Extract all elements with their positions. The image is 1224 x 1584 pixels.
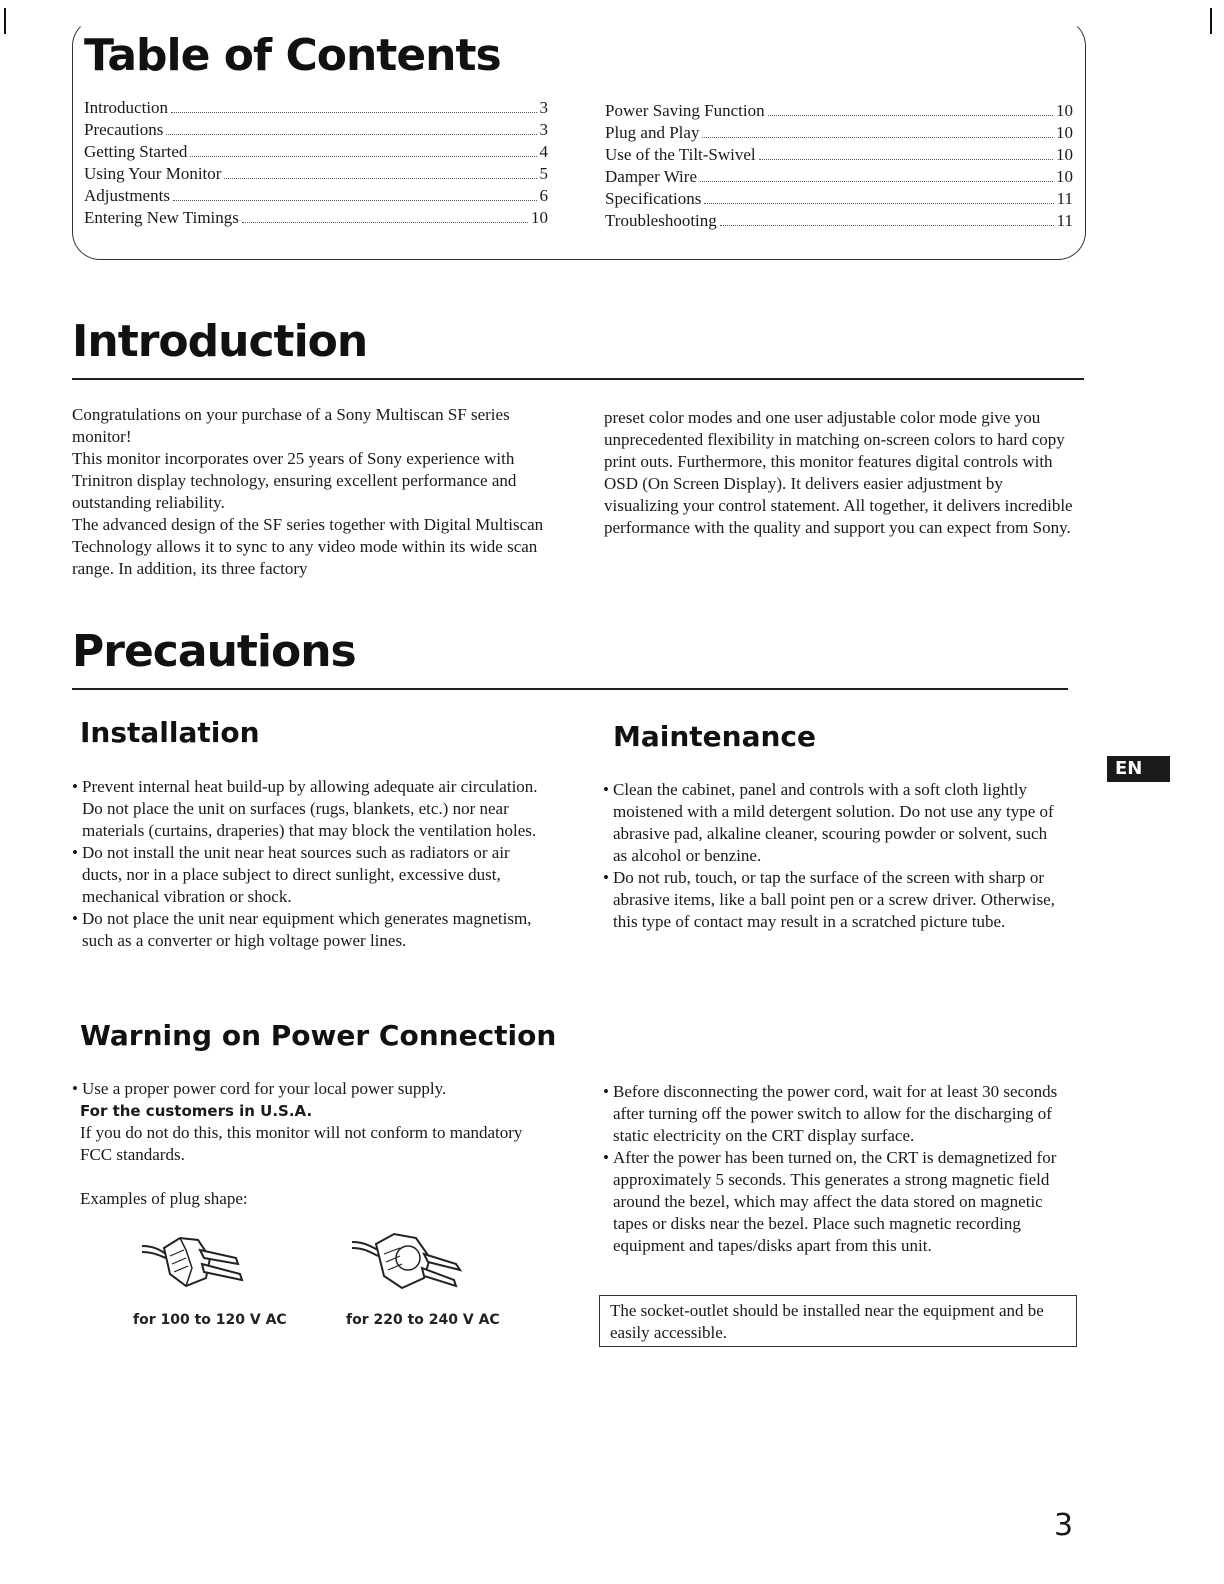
installation-heading: Installation [80, 716, 260, 749]
power-cord-item: • Use a proper power cord for your local power supply. [72, 1078, 542, 1100]
toc-entry-page: 6 [539, 186, 548, 205]
scan-edge-mark-left [4, 8, 6, 34]
introduction-right-text [604, 407, 1080, 539]
toc-leader-dots [224, 164, 536, 179]
introduction-heading: Introduction [72, 316, 368, 367]
toc-entry-label: Plug and Play [605, 123, 700, 142]
toc-leader-dots [166, 120, 536, 135]
maintenance-item: • Do not rub, touch, or tap the surface of the screen with sharp or abrasive items, like a ball point pen or a screw driver. Otherwise, this type of contact may result in a scratched picture tube. [603, 867, 1059, 933]
toc-entry-page: 11 [1056, 189, 1073, 208]
toc-entry-label: Specifications [605, 189, 702, 208]
toc-leader-dots [190, 142, 536, 157]
precautions-heading: Precautions [72, 626, 356, 677]
toc-entry-page: 4 [539, 142, 548, 161]
notice-text: The socket-outlet should be installed near the equipment and be easily accessible. [610, 1301, 1044, 1342]
language-badge: EN [1107, 756, 1170, 782]
power-warning-heading: Warning on Power Connection [80, 1019, 557, 1052]
toc-left-column [84, 97, 548, 229]
toc-entry-page: 3 [539, 98, 548, 117]
installation-list [72, 776, 542, 952]
plug-examples-label: Examples of plug shape: [80, 1189, 248, 1208]
toc-entry-label: Power Saving Function [605, 101, 765, 120]
toc-entry-label: Troubleshooting [605, 211, 717, 230]
power-item: • After the power has been turned on, the CRT is demagnetized for approximately 5 seconds. This generates a strong magnetic field around the bezel, which may affect the data stored on magnetic tapes or disks near the bezel. Place such magnetic recording equipment and tapes/disks apart from this unit. [603, 1147, 1079, 1257]
power-right-column [603, 1081, 1079, 1257]
toc-entry-label: Damper Wire [605, 167, 697, 186]
maintenance-heading: Maintenance [613, 720, 817, 753]
toc-leader-dots [759, 145, 1053, 160]
toc-entry-label: Getting Started [84, 142, 188, 161]
toc-entry [84, 141, 548, 163]
installation-item: • Do not place the unit near equipment which generates magnetism, such as a converter or high voltage power lines. [72, 908, 542, 952]
toc-entry-page: 10 [531, 208, 548, 227]
intro-paragraph-2: This monitor incorporates over 25 years of Sony experience with Trinitron display technology, ensuring excellent performance and outstanding reliability. [72, 449, 517, 512]
toc-entry [605, 188, 1073, 210]
toc-entry-page: 10 [1056, 101, 1073, 120]
plug-caption-eu: for 220 to 240 V AC [346, 1312, 500, 1328]
toc-entry-page: 10 [1056, 167, 1073, 186]
toc-entry [605, 100, 1073, 122]
toc-entry-label: Use of the Tilt-Swivel [605, 145, 756, 164]
toc-entry-page: 5 [539, 164, 548, 183]
us-plug-icon [140, 1228, 260, 1292]
toc-entry-page: 11 [1056, 211, 1073, 230]
installation-item: • Do not install the unit near heat sources such as radiators or air ducts, nor in a place subject to direct sunlight, excessive dust, mechanical vibration or shock. [72, 842, 542, 908]
toc-entry-page: 3 [539, 120, 548, 139]
toc-entry [84, 97, 548, 119]
maintenance-list [603, 779, 1059, 933]
toc-leader-dots [702, 123, 1053, 138]
toc-leader-dots [720, 211, 1054, 226]
toc-leader-dots [704, 189, 1053, 204]
toc-entry-label: Using Your Monitor [84, 164, 222, 183]
introduction-left-text [72, 404, 548, 580]
toc-entry-label: Introduction [84, 98, 169, 117]
toc-entry [605, 144, 1073, 166]
precautions-rule [72, 688, 1068, 690]
toc-entry-label: Precautions [84, 120, 164, 139]
toc-right-column [605, 100, 1073, 232]
toc-entry-page: 10 [1056, 123, 1073, 142]
intro-paragraph-1: Congratulations on your purchase of a Sony Multiscan SF series monitor! [72, 405, 510, 446]
eu-plug-icon [350, 1228, 470, 1292]
toc-entry [84, 119, 548, 141]
power-left-column [72, 1078, 542, 1210]
toc-entry [84, 207, 548, 229]
usa-text: If you do not do this, this monitor will not conform to mandatory FCC standards. [80, 1123, 523, 1164]
toc-leader-dots [768, 101, 1053, 116]
toc-entry-label: Adjustments [84, 186, 170, 205]
toc-leader-dots [700, 167, 1053, 182]
toc-entry [84, 163, 548, 185]
intro-paragraph-3: The advanced design of the SF series together with Digital Multiscan Technology allows it to sync to any video mode within its wide scan range. In addition, its three factory [72, 515, 544, 578]
toc-leader-dots [173, 186, 537, 201]
plug-caption-us: for 100 to 120 V AC [133, 1312, 287, 1328]
toc-entry [605, 122, 1073, 144]
introduction-rule [72, 378, 1084, 380]
socket-outlet-notice [599, 1295, 1077, 1347]
toc-entry [84, 185, 548, 207]
page-number: 3 [1054, 1508, 1074, 1543]
maintenance-item: • Clean the cabinet, panel and controls with a soft cloth lightly moistened with a mild detergent solution. Do not use any type of abrasive pad, alkaline cleaner, scouring powder or solvent, such as alcohol or benzine. [603, 779, 1059, 867]
toc-entry-label: Entering New Timings [84, 208, 239, 227]
usa-subheading: For the customers in U.S.A. [80, 1102, 313, 1120]
toc-leader-dots [242, 208, 528, 223]
toc-entry [605, 166, 1073, 188]
power-item: • Before disconnecting the power cord, wait for at least 30 seconds after turning off the power switch to allow for the discharging of static electricity on the CRT display surface. [603, 1081, 1079, 1147]
toc-entry-page: 10 [1056, 145, 1073, 164]
toc-leader-dots [171, 98, 536, 113]
toc-title: Table of Contents [84, 30, 501, 81]
intro-paragraph-continued: preset color modes and one user adjustable color mode give you unprecedented flexibility in matching on-screen colors to hard copy print outs. Furthermore, this monitor features digital controls with OSD (On Screen Display). It delivers easier adjustment by visualizing your control statement. All together, it delivers incredible performance with the quality and support you can expect from Sony. [604, 408, 1073, 537]
installation-item: • Prevent internal heat build-up by allowing adequate air circulation. Do not place the unit on surfaces (rugs, blankets, etc.) nor near materials (curtains, draperies) that may block the ventilation holes. [72, 776, 542, 842]
scan-edge-mark-right [1210, 8, 1212, 34]
toc-entry [605, 210, 1073, 232]
